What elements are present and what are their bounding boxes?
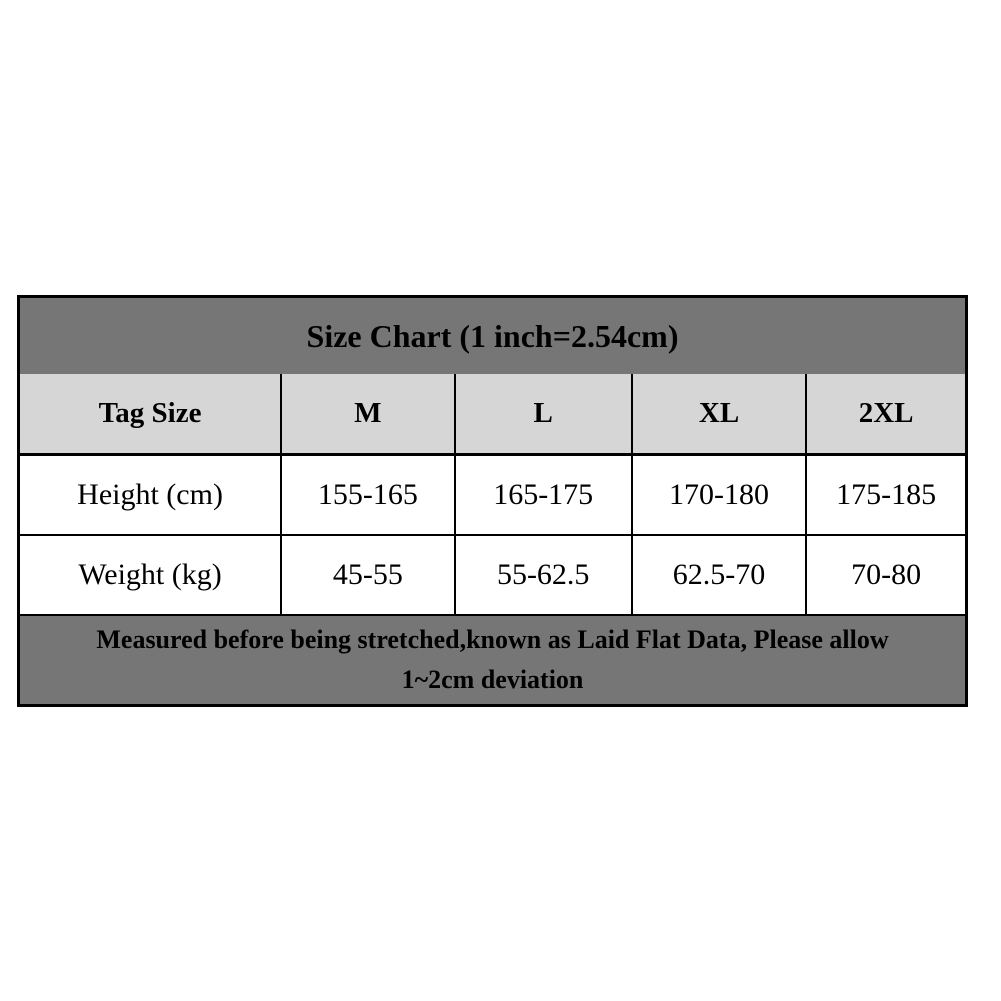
column-header-m: M [281,374,454,455]
column-header-xl: XL [632,374,806,455]
weight-value-l: 55-62.5 [455,535,632,615]
table-row-height [19,455,967,536]
height-value-2xl: 175-185 [806,455,966,536]
weight-value-2xl: 70-80 [806,535,966,615]
table-row-weight [19,535,967,615]
height-value-l: 165-175 [455,455,632,536]
row-label-weight: Weight (kg) [19,535,282,615]
column-header-l: L [455,374,632,455]
column-header-tag-size: Tag Size [19,374,282,455]
weight-value-m: 45-55 [281,535,454,615]
footnote-line-2: 1~2cm deviation [401,665,584,694]
footnote-line-1: Measured before being stretched,known as Laid Flat Data, Please allow [96,625,889,654]
size-chart-table [17,295,968,707]
title-row [19,297,967,375]
size-chart-title: Size Chart (1 inch=2.54cm) [19,297,967,375]
height-value-xl: 170-180 [632,455,806,536]
weight-value-xl: 62.5-70 [632,535,806,615]
footnote-row [19,615,967,706]
height-value-m: 155-165 [281,455,454,536]
footnote [19,615,967,706]
row-label-height: Height (cm) [19,455,282,536]
header-row [19,374,967,455]
column-header-2xl: 2XL [806,374,966,455]
